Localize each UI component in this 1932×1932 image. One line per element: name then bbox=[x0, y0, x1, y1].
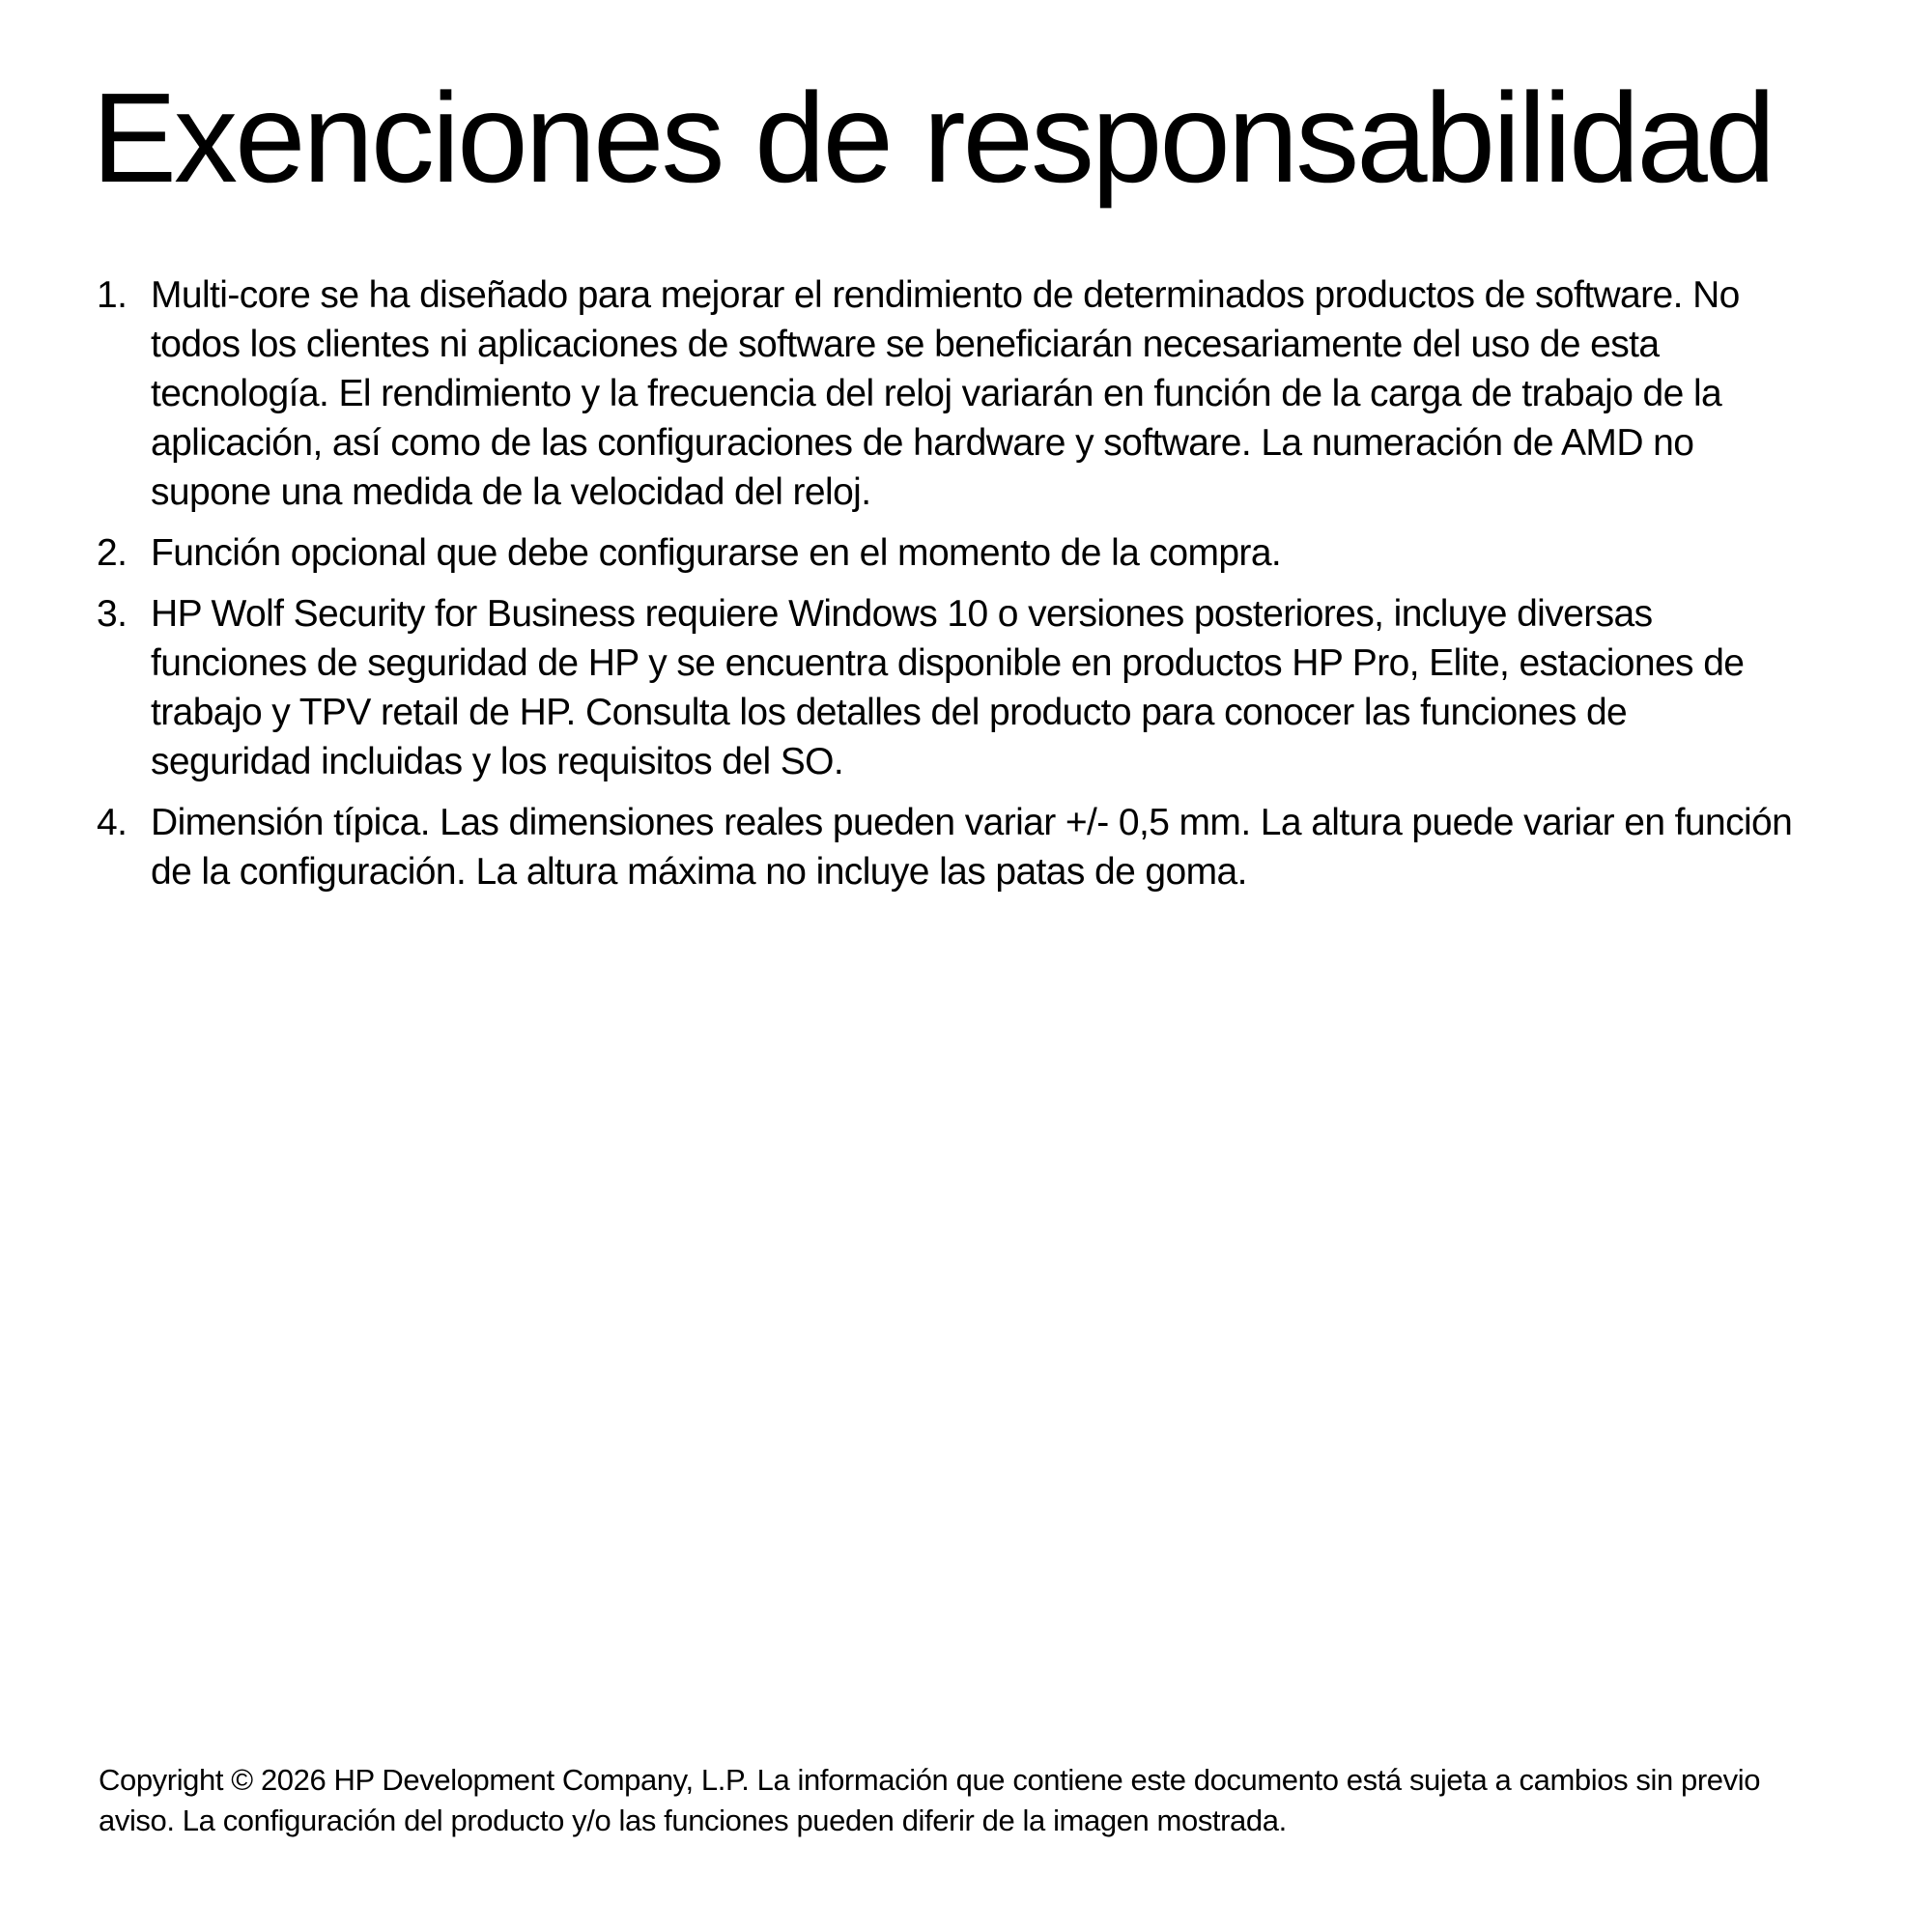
disclaimer-item bbox=[97, 589, 1797, 786]
disclaimer-item bbox=[97, 798, 1797, 896]
disclaimer-number: 3. bbox=[97, 593, 128, 635]
disclaimer-number: 4. bbox=[97, 802, 128, 843]
disclaimer-item bbox=[97, 270, 1797, 517]
page-title: Exenciones de responsabilidad bbox=[92, 67, 1774, 209]
disclaimer-number: 1. bbox=[97, 274, 128, 316]
copyright-notice: Copyright © 2026 HP Development Company, L.P. La información que contiene este documento está sujeta a cambios sin previo aviso. La configuración del producto y/o las funciones pueden diferir de la imagen mostrada. bbox=[99, 1763, 1761, 1837]
disclaimer-text: Multi-core se ha diseñado para mejorar el rendimiento de determinados productos de software. No todos los clientes ni aplicaciones de software se beneficiarán necesariamente del uso de esta tecnología. El rendimiento y la frecuencia del reloj variarán en función de la carga de trabajo de la aplicación, así como de las configuraciones de hardware y software. La numeración de AMD no supone una medida de la velocidad del reloj. bbox=[151, 274, 1740, 513]
disclaimer-list bbox=[97, 270, 1797, 908]
disclaimer-item bbox=[97, 528, 1797, 578]
disclaimer-number: 2. bbox=[97, 532, 128, 574]
disclaimer-text: Dimensión típica. Las dimensiones reales pueden variar +/- 0,5 mm. La altura puede variar en función de la configuración. La altura máxima no incluye las patas de goma. bbox=[151, 802, 1793, 893]
disclaimer-text: Función opcional que debe configurarse en el momento de la compra. bbox=[151, 532, 1282, 574]
disclaimer-text: HP Wolf Security for Business requiere Windows 10 o versiones posteriores, incluye diversas funciones de seguridad de HP y se encuentra disponible en productos HP Pro, Elite, estaciones de trabajo y TPV retail de HP. Consulta los detalles del producto para conocer las funciones de seguridad incluidas y los requisitos del SO. bbox=[151, 593, 1745, 782]
